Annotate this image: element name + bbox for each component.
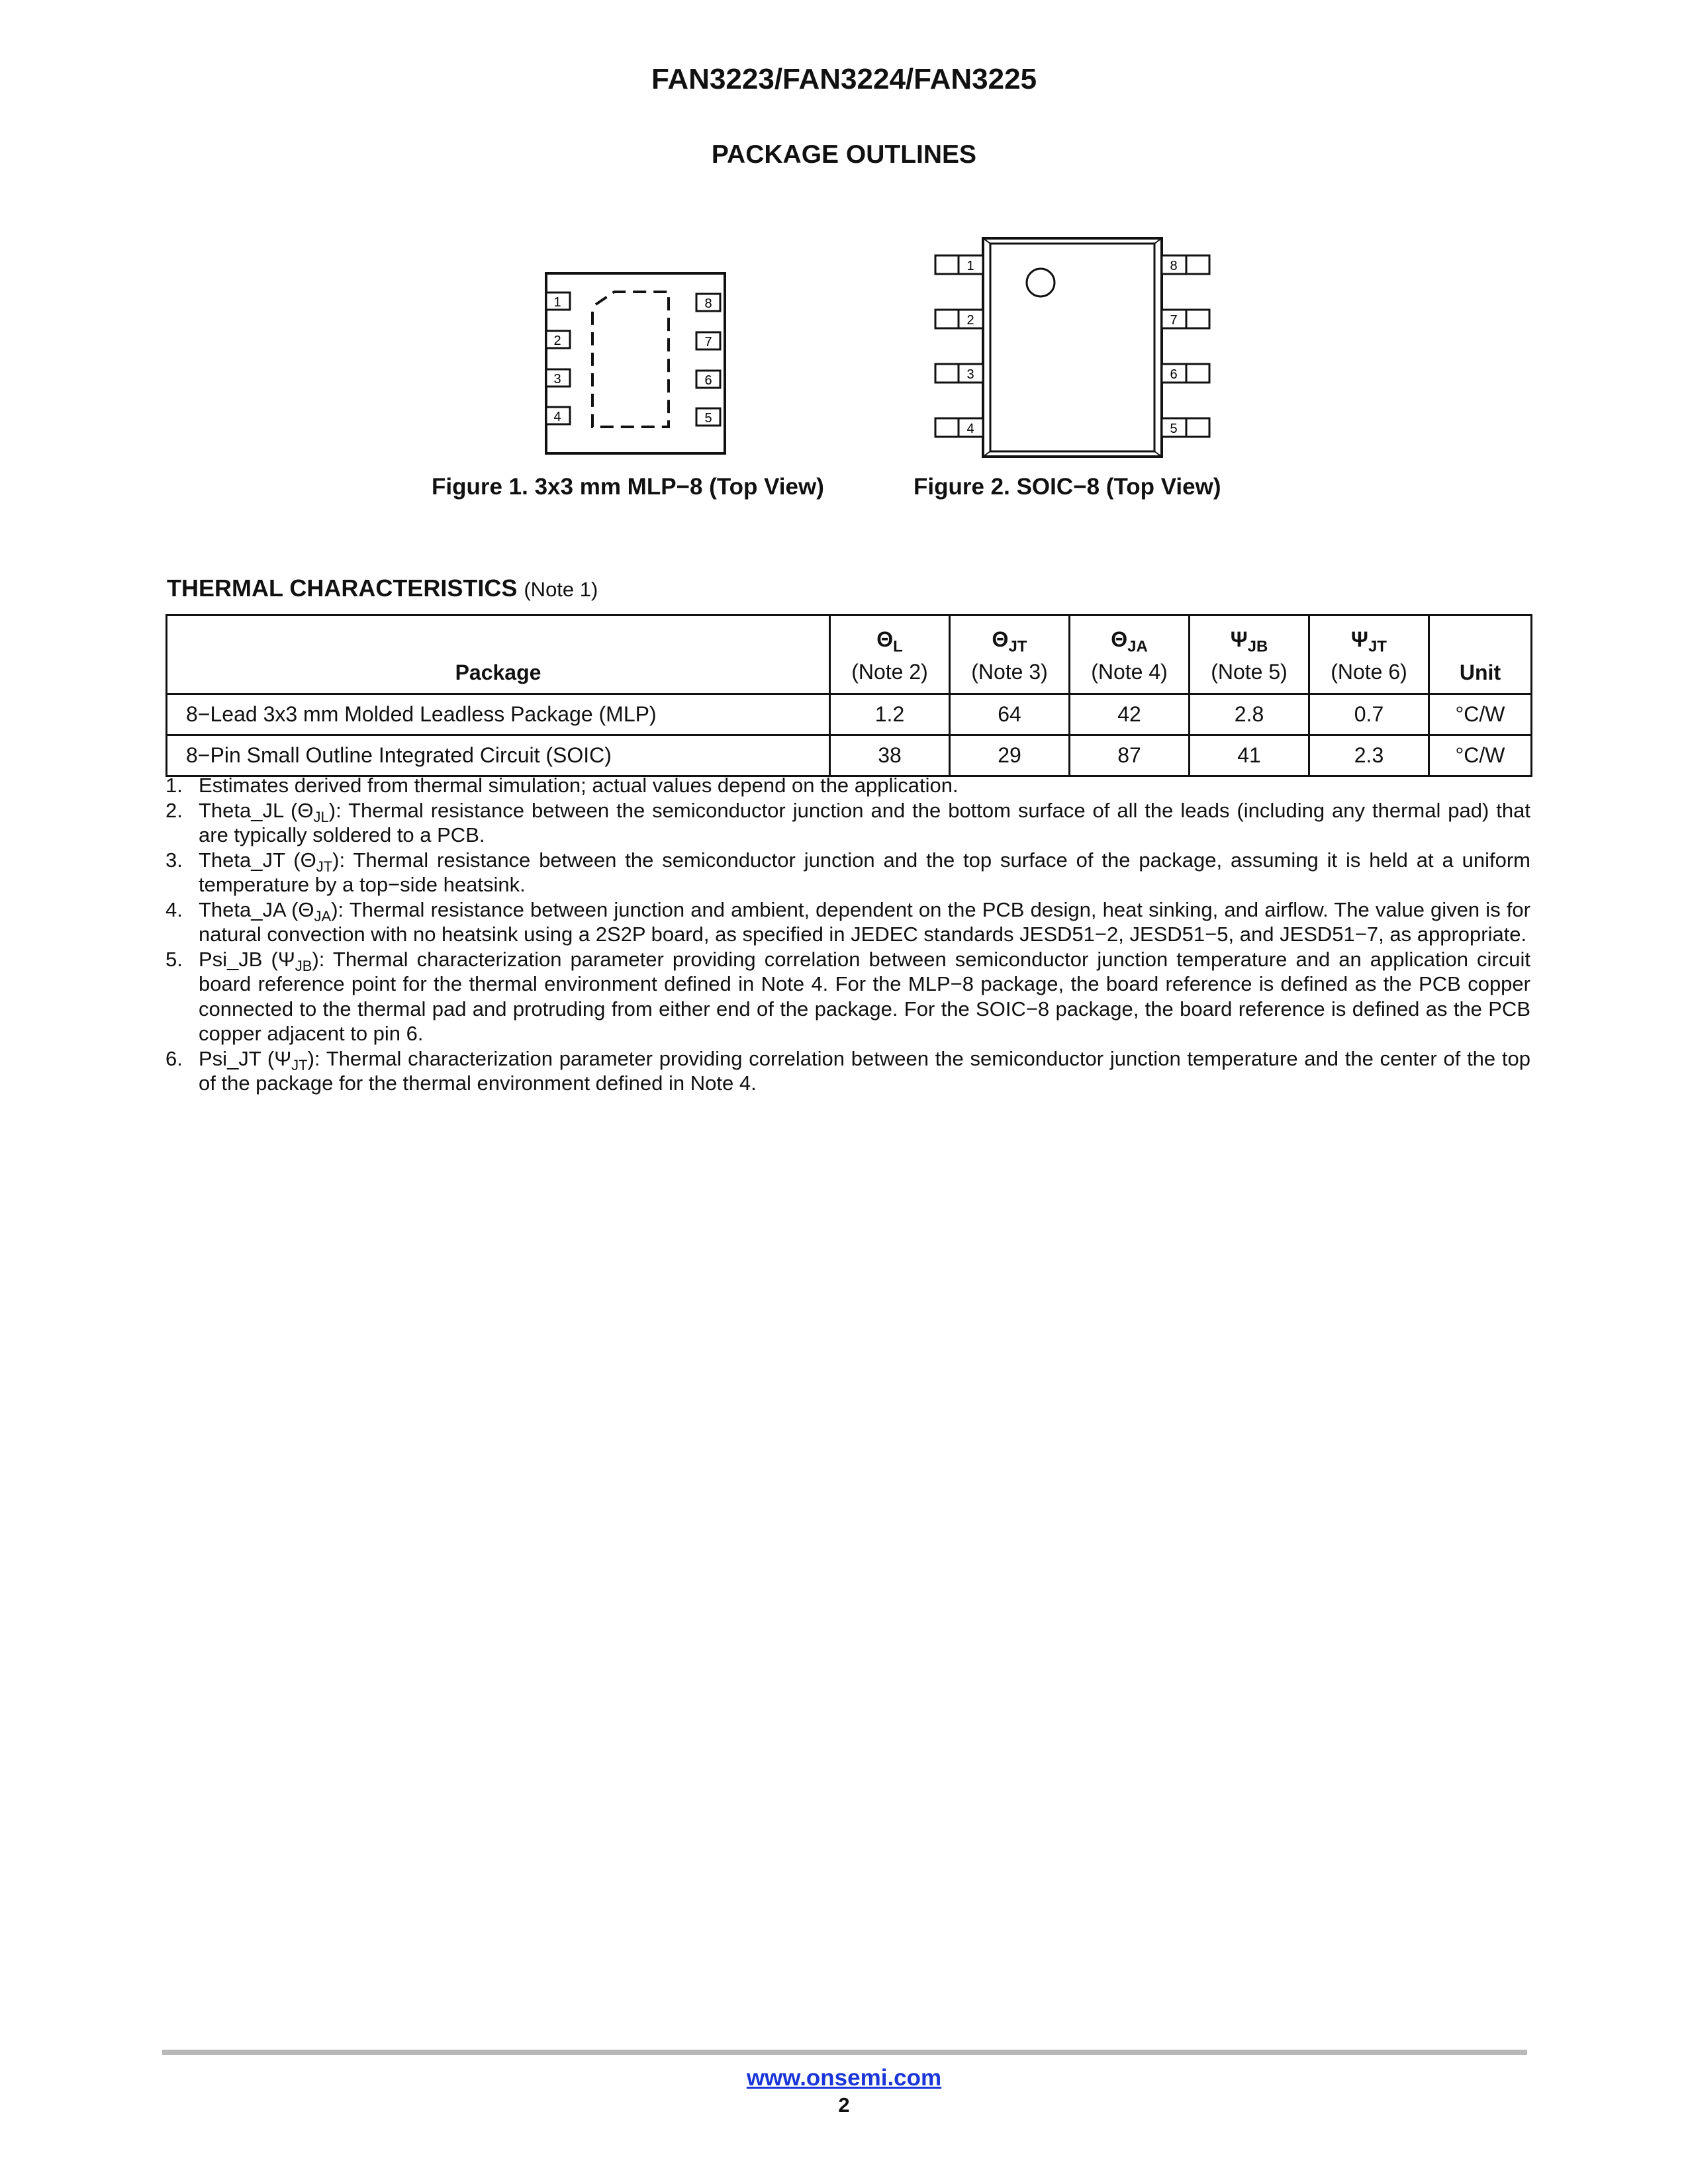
col-header-unit: Unit [1429, 615, 1532, 694]
note-subscript: JB [295, 957, 312, 974]
note-text: ): Thermal characterization parameter providing correlation between the semiconductor junction temperature and the center of the top of the package for the thermal environment defined in Note 4. [199, 1046, 1530, 1095]
cell-unit: °C/W [1429, 735, 1532, 776]
soic8-pin-label: 3 [966, 367, 974, 382]
cell-psi-jt: 2.3 [1309, 735, 1429, 776]
col-header-theta-ja [1070, 615, 1190, 694]
cell-theta-jt: 29 [950, 735, 1070, 776]
mlp8-pin-label: 4 [553, 410, 561, 424]
cell-package: 8−Pin Small Outline Integrated Circuit (SOIC) [167, 735, 830, 776]
note-text: ): Thermal resistance between junction and ambient, dependent on the PCB design, heat sinking, and airflow. The value given is for natural convection with no heatsink using a 2S2P board, as specified in JEDEC standards JESD51−2, JESD51−5, and JESD51−7, as appropriate. [199, 897, 1530, 946]
mlp8-pin-label: 1 [553, 295, 561, 310]
symbol-subscript: JT [1368, 637, 1387, 655]
header-note: (Note 2) [851, 660, 928, 684]
note-item [165, 798, 1530, 848]
thermal-heading-note: (Note 1) [524, 578, 598, 601]
note-number: 1. [165, 774, 183, 797]
figure1-caption: Figure 1. 3x3 mm MLP−8 (Top View) [432, 474, 824, 500]
note-text: Estimates derived from thermal simulation; actual values depend on the application. [199, 774, 959, 797]
cell-psi-jt: 0.7 [1309, 694, 1429, 735]
note-item [165, 1046, 1530, 1096]
col-header-theta-jt [950, 615, 1070, 694]
thermal-heading-text: THERMAL CHARACTERISTICS [167, 574, 518, 602]
table-header-row [167, 615, 1532, 694]
symbol-subscript: JB [1247, 637, 1268, 655]
mlp8-pin-label: 3 [553, 372, 561, 387]
thermal-heading [167, 574, 598, 602]
cell-psi-jb: 41 [1190, 735, 1309, 776]
note-number: 6. [165, 1046, 183, 1070]
col-header-package: Package [167, 615, 830, 694]
soic8-package-diagram [927, 232, 1218, 463]
note-number: 2. [165, 798, 183, 822]
note-item [165, 947, 1530, 1046]
note-item [165, 848, 1530, 897]
note-item [165, 897, 1530, 947]
symbol-text: Θ [1111, 627, 1128, 651]
mlp8-pin-label: 6 [704, 373, 712, 388]
note-lead: Psi_JB (Ψ [199, 947, 295, 971]
symbol-text: Θ [876, 627, 894, 651]
note-subscript: JT [291, 1056, 308, 1073]
cell-theta-jt: 64 [950, 694, 1070, 735]
mlp8-pin-label: 2 [553, 334, 561, 348]
note-number: 3. [165, 848, 183, 872]
note-subscript: JT [316, 858, 333, 875]
cell-theta-ja: 87 [1070, 735, 1190, 776]
note-lead: Theta_JA (Θ [199, 897, 314, 921]
note-subscript: JA [314, 907, 332, 925]
table-row [167, 694, 1532, 735]
symbol-subscript: JA [1127, 637, 1148, 655]
header-note: (Note 5) [1211, 660, 1288, 684]
section-title: PACKAGE OUTLINES [711, 140, 977, 169]
header-note: (Note 6) [1331, 660, 1407, 684]
cell-psi-jb: 2.8 [1190, 694, 1309, 735]
soic8-pin-label: 4 [966, 422, 974, 436]
col-header-theta-l [830, 615, 950, 694]
mlp8-pin-label: 7 [704, 335, 712, 349]
soic8-right-pins [1162, 255, 1209, 437]
soic8-pin-label: 5 [1170, 422, 1178, 436]
note-text: ): Thermal characterization parameter providing correlation between semiconductor junction temperature and an application circuit board reference point for the thermal environment defined in Note 4. For the MLP−8 package, the board reference is defined as the PCB copper connected to the thermal pad and protruding from either end of the package. For the SOIC−8 package, the board reference is defined as the PCB copper adjacent to pin 6. [199, 947, 1530, 1045]
note-item [165, 773, 1530, 798]
symbol-text: Ψ [1230, 627, 1248, 651]
col-header-psi-jb [1190, 615, 1309, 694]
document-title: FAN3223/FAN3224/FAN3225 [651, 63, 1037, 95]
cell-theta-l: 1.2 [830, 694, 950, 735]
notes-list [165, 773, 1530, 1096]
soic8-pin-label: 2 [966, 313, 974, 328]
mlp8-pin-label: 8 [704, 296, 712, 311]
note-text: ): Thermal resistance between the semiconductor junction and the bottom surface of all the leads (including any thermal pad) that are typically soldered to a PCB. [199, 798, 1530, 846]
cell-theta-ja: 42 [1070, 694, 1190, 735]
soic8-pin-label: 8 [1170, 259, 1178, 273]
header-note: (Note 3) [971, 660, 1048, 684]
note-subscript: JL [313, 808, 329, 825]
soic8-pin-label: 7 [1170, 313, 1178, 328]
mlp8-right-pins [696, 294, 720, 426]
symbol-subscript: L [893, 637, 903, 655]
symbol-subscript: JT [1008, 637, 1027, 655]
note-number: 4. [165, 897, 183, 921]
footer-website-link[interactable]: www.onsemi.com [746, 2065, 942, 2091]
mlp8-pin-label: 5 [704, 411, 712, 426]
page-number: 2 [838, 2093, 850, 2116]
footer-divider [162, 2050, 1527, 2055]
cell-unit: °C/W [1429, 694, 1532, 735]
note-lead: Psi_JT (Ψ [199, 1046, 292, 1070]
note-text: ): Thermal resistance between the semiconductor junction and the top surface of the package, assuming it is held at a uniform temperature by a top−side heatsink. [199, 848, 1530, 896]
header-note: (Note 4) [1091, 660, 1168, 684]
cell-theta-l: 38 [830, 735, 950, 776]
mlp8-package-diagram [530, 265, 741, 463]
thermal-table [165, 614, 1532, 777]
soic8-pin-label: 6 [1170, 367, 1178, 382]
cell-package: 8−Lead 3x3 mm Molded Leadless Package (MLP) [167, 694, 830, 735]
note-number: 5. [165, 947, 183, 971]
soic8-pin-label: 1 [966, 259, 974, 273]
note-lead: Theta_JL (Θ [199, 798, 314, 822]
symbol-text: Θ [992, 627, 1009, 651]
soic8-left-pins [935, 255, 983, 437]
note-lead: Theta_JT (Θ [199, 848, 316, 872]
mlp8-left-pins [546, 293, 570, 424]
col-header-psi-jt [1309, 615, 1429, 694]
figure2-caption: Figure 2. SOIC−8 (Top View) [914, 474, 1221, 500]
symbol-text: Ψ [1351, 627, 1368, 651]
table-row [167, 735, 1532, 776]
